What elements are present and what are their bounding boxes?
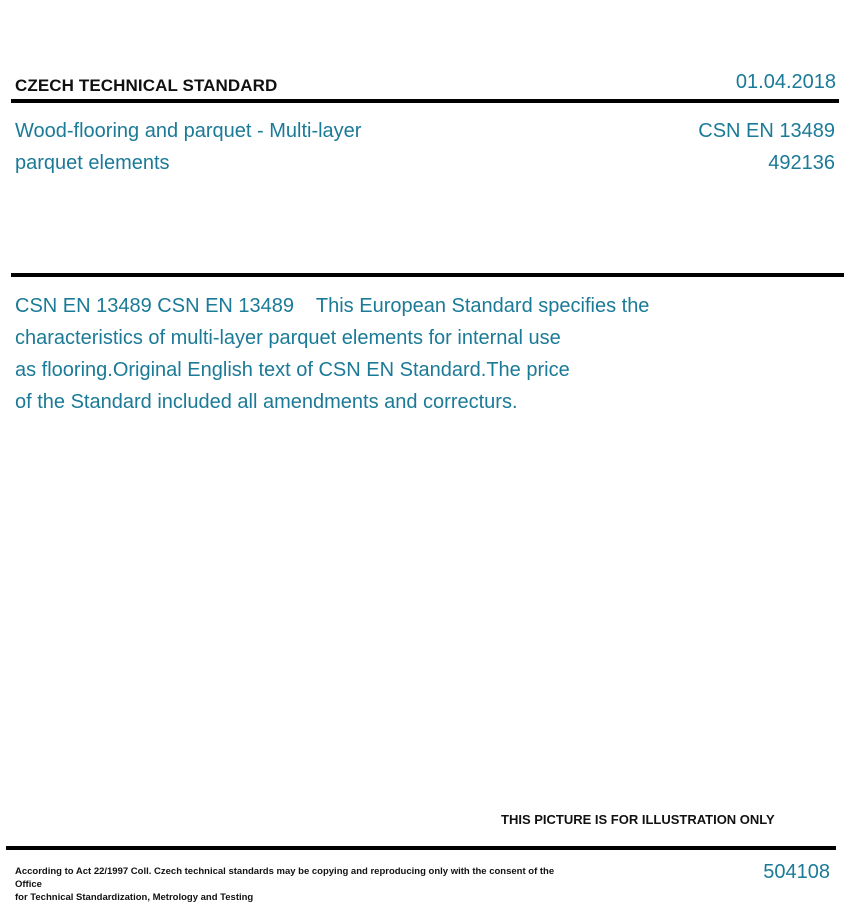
annotation-line-1: CSN EN 13489 CSN EN 13489 This European Standard specifies the	[15, 295, 650, 317]
legal-notice-line-2: for Technical Standardization, Metrology and Testing	[15, 892, 254, 903]
standard-annotation	[15, 290, 715, 418]
document-type-label: CZECH TECHNICAL STANDARD	[15, 76, 278, 95]
annotation-line-2: characteristics of multi-layer parquet elements for internal use	[15, 327, 561, 349]
standard-identifiers	[698, 115, 835, 179]
standard-title-line-1: Wood-flooring and parquet - Multi-layer	[15, 120, 362, 142]
annotation-line-3: as flooring.Original English text of CSN EN Standard.The price	[15, 359, 570, 381]
standard-title	[15, 115, 415, 179]
title-divider	[11, 273, 844, 277]
standard-title-line-2: parquet elements	[15, 152, 170, 174]
legal-notice	[15, 865, 575, 904]
footer-divider	[6, 846, 836, 850]
annotation-line-4: of the Standard included all amendments and correcturs.	[15, 391, 518, 413]
legal-notice-line-1: According to Act 22/1997 Coll. Czech technical standards may be copying and reproducing only with the consent of the Office	[15, 866, 555, 890]
header-divider	[11, 99, 839, 103]
illustration-notice: THIS PICTURE IS FOR ILLUSTRATION ONLY	[501, 812, 775, 827]
classification-number: 492136	[768, 152, 835, 174]
publication-date: 01.04.2018	[735, 71, 836, 93]
standard-code: CSN EN 13489	[698, 120, 835, 142]
product-code: 504108	[763, 861, 830, 883]
